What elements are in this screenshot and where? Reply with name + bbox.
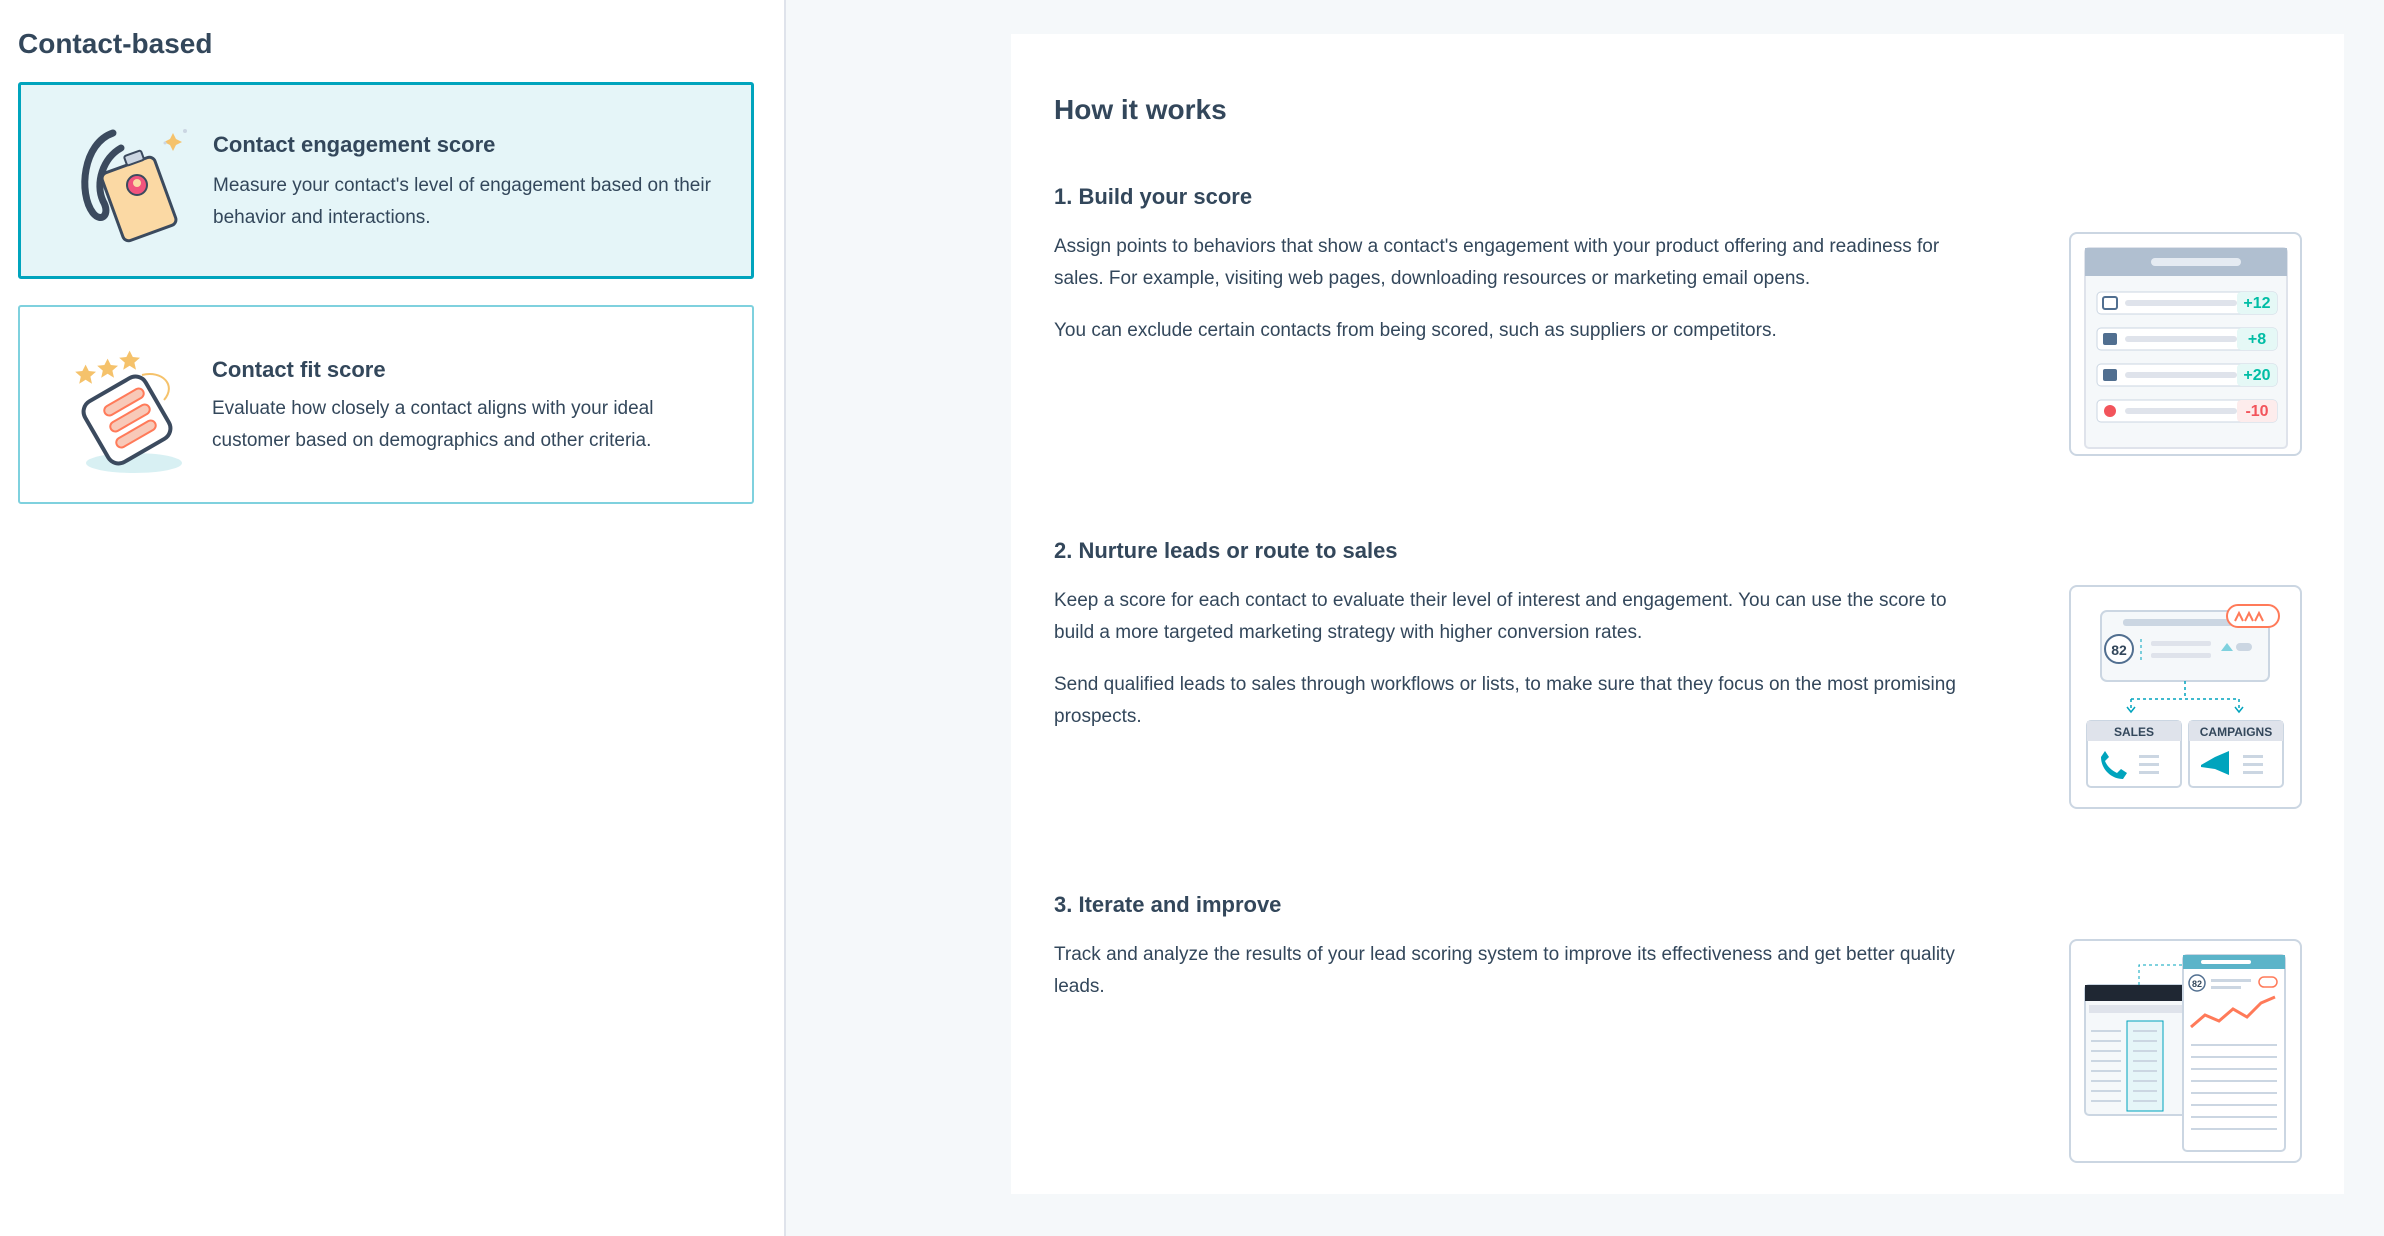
step-3-body	[1054, 939, 1974, 1023]
score-row	[2097, 400, 2277, 422]
step-1-paragraph: Assign points to behaviors that show a contact's engagement with your product offering and readiness for sales. For example, visiting web pages, downloading resources or marketing email opens.	[1054, 236, 1940, 289]
left-panel	[0, 0, 786, 1236]
contact-engagement-score-card[interactable]	[18, 82, 754, 279]
score-row	[2097, 292, 2277, 314]
point-value: +12	[2243, 295, 2271, 312]
section-title: Contact-based	[18, 28, 213, 59]
build-score-illustration	[2069, 232, 2302, 456]
iterate-improve-illustration	[2069, 939, 2302, 1163]
sales-label: SALES	[2113, 725, 2155, 739]
point-value: +20	[2243, 367, 2271, 384]
step-2-paragraph: Keep a score for each contact to evaluate their level of interest and engagement. You can use the score to build a more targeted marketing strategy with higher conversion rates.	[1054, 590, 1947, 643]
score-row	[2097, 364, 2277, 386]
card-title: Contact fit score	[212, 357, 386, 382]
how-it-works-title: How it works	[1054, 94, 1227, 125]
id-badge-icon	[73, 123, 203, 253]
point-value: -10	[2245, 403, 2269, 420]
campaigns-label: CAMPAIGNS	[2199, 725, 2273, 739]
contact-fit-score-card[interactable]	[18, 305, 754, 504]
rated-document-icon	[72, 345, 202, 475]
step-1-paragraph: You can exclude certain contacts from being scored, such as suppliers or competitors.	[1054, 320, 1777, 341]
step-2-paragraph: Send qualified leads to sales through workflows or lists, to make sure that they focus on the most promising prospects.	[1054, 674, 1956, 727]
step-2-body	[1054, 585, 1974, 753]
step-2-title: 2. Nurture leads or route to sales	[1054, 538, 1398, 563]
card-title: Contact engagement score	[213, 132, 496, 157]
card-description: Evaluate how closely a contact aligns with your ideal customer based on demographics and other criteria.	[212, 398, 654, 451]
card-description: Measure your contact's level of engagement based on their behavior and interactions.	[213, 175, 711, 228]
point-value: +8	[2247, 331, 2267, 348]
step-3-title: 3. Iterate and improve	[1054, 892, 1282, 917]
score-value: 82	[2191, 979, 2203, 989]
nurture-leads-illustration	[2069, 585, 2302, 809]
how-it-works-panel	[1011, 34, 2344, 1194]
score-row	[2097, 328, 2277, 350]
score-value: 82	[2111, 642, 2127, 658]
step-3-paragraph: Track and analyze the results of your lead scoring system to improve its effectiveness and get better quality leads.	[1054, 944, 1955, 997]
step-1-body	[1054, 231, 1974, 367]
step-1-title: 1. Build your score	[1054, 184, 1253, 209]
